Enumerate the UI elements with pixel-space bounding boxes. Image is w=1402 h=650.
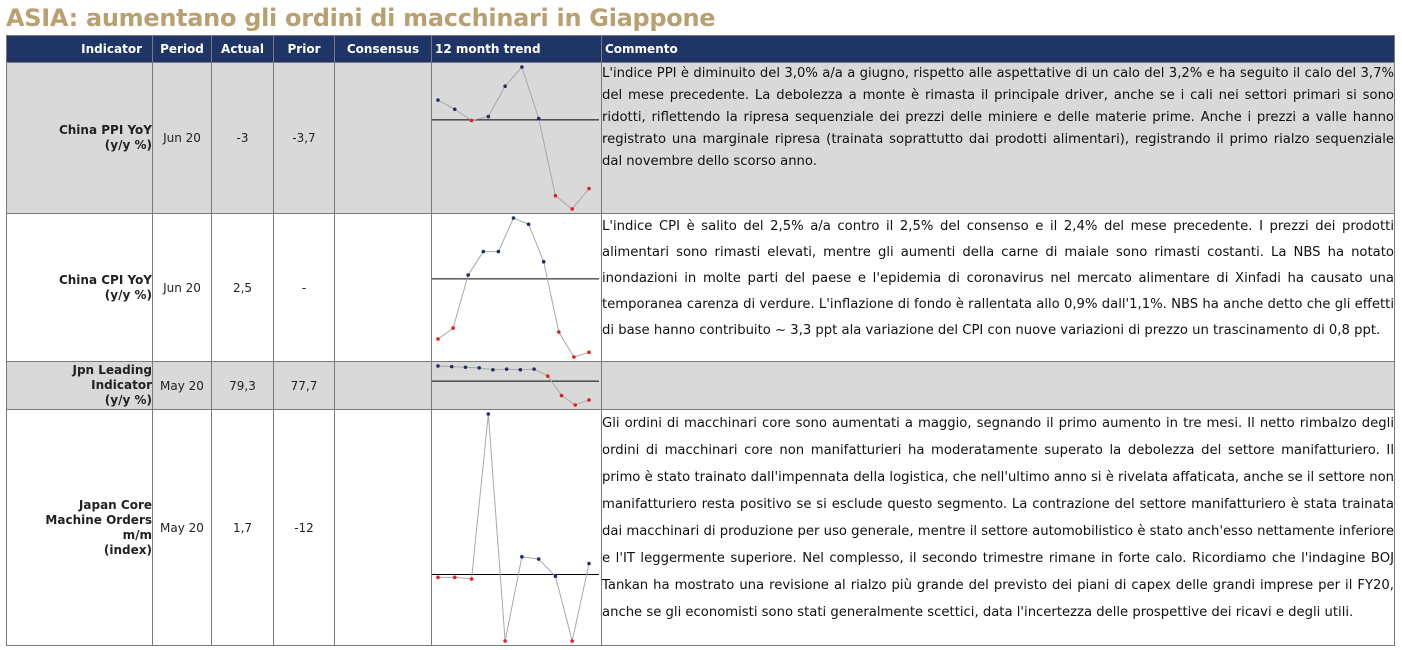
trend-cell [432, 410, 602, 646]
data-point [477, 366, 481, 370]
page-title: ASIA: aumentano gli ordini di macchinari in Giappone [6, 4, 716, 32]
data-point [482, 250, 486, 254]
prior-cell: -3,7 [274, 63, 335, 214]
indicator-name: China CPI YoY [58, 272, 152, 287]
data-point [453, 576, 457, 580]
data-point [436, 364, 440, 368]
series-line [438, 414, 589, 641]
data-point [542, 260, 546, 264]
series-line [438, 366, 589, 405]
data-point [505, 367, 509, 371]
prior-cell: - [274, 214, 335, 362]
data-point [503, 639, 507, 643]
period-cell: May 20 [153, 362, 212, 410]
actual-cell: 2,5 [212, 214, 274, 362]
data-point [532, 367, 536, 371]
indicator-unit: (y/y %) [104, 393, 152, 407]
table-row [7, 362, 1395, 410]
period-cell: May 20 [153, 410, 212, 646]
comment-cell: L'indice PPI è diminuito del 3,0% a/a a giugno, rispetto alle aspettative di un calo del 3,2% e ha seguito il calo del 3,7% del mese precedente. La debolezza a monte è rimasta il principale driver, anche se i cali nei settori primari si sono ridotti, riflettendo la ripresa sequenziale dei prezzi delle miniere e delle materie prime. Anche i prezzi a valle hanno registrato una marginale ripresa (trainata soprattutto dai prodotti alimentari), registrando il primo rialzo sequenziale dal novembre dello scorso anno. [602, 63, 1395, 214]
header-consensus: Consensus [335, 36, 432, 63]
data-point [570, 639, 574, 643]
indicator-name-2: Machine Orders [45, 512, 152, 527]
trend-sparkline [432, 63, 601, 213]
header-row [7, 36, 1395, 63]
data-point [546, 374, 550, 378]
data-point [464, 365, 468, 369]
data-point [554, 574, 558, 578]
comment-cell: Gli ordini di macchinari core sono aumentati a maggio, segnando il primo aumento in tre mesi. Il netto rimbalzo degli ordini di macchinari core non manifatturieri ha moderatamente superato la debolezza del settore manifatturiero. Il primo è stato trainato dall'impennata della logistica, che nell'ultimo anno si è rivelata affaticata, anche se il settore non manifatturiero resta positivo se si esclude questo segmento. La contrazione del settore manifatturiero è stata trainata dai macchinari di produzione per uso generale, mentre il settore automobilistico è stato anch'esso nettamente inferiore e l'IT leggermente superiore. Nel complesso, il secondo trimestre rimane in forte calo. Ricordiamo che l'indagine BOJ Tankan ha mostrato una revisione al rialzo più grande del previsto dei piani di capex delle grandi imprese per il FY20, anche se gli economisti sono stati generalmente scettici, data l'incertezza delle prospettive dei ricavi e degli utili. [602, 410, 1395, 646]
data-point [487, 115, 491, 119]
data-point [537, 117, 541, 121]
period-cell: Jun 20 [153, 214, 212, 362]
data-point [451, 326, 455, 330]
consensus-cell [335, 63, 432, 214]
indicators-table [6, 35, 1395, 646]
indicator-name: Japan Core [78, 497, 152, 512]
trend-cell [432, 214, 602, 362]
comment-cell: L'indice CPI è salito del 2,5% a/a contro il 2,5% del consenso e il 2,4% del mese precedente. I prezzi dei prodotti alimentari sono rimasti elevati, mentre gli aumenti della carne di maiale sono rimasti costanti. La NBS ha notato inondazioni in molte parti del paese e l'epidemia di coronavirus nel mercato alimentare di Xinfadi ha causato una temporanea carenza di verdure. L'inflazione di fondo è rallentata allo 0,9% dall'1,1%. NBS ha anche detto che gli effetti di base hanno contribuito ~ 3,3 ppt ala variazione del CPI con nuove variazioni di prezzo un trascinamento di 0,8 ppt. [602, 214, 1395, 362]
indicator-unit: (y/y %) [104, 287, 152, 302]
indicator-unit: (y/y %) [104, 138, 152, 152]
data-point [587, 187, 591, 191]
prior-cell: 77,7 [274, 362, 335, 410]
data-point [436, 337, 440, 341]
data-point [470, 577, 474, 581]
table-row [7, 63, 1395, 214]
indicator-name: China PPI YoY [58, 123, 152, 137]
trend-sparkline [432, 362, 601, 409]
consensus-cell [335, 214, 432, 362]
trend-cell [432, 63, 602, 214]
data-point [587, 398, 591, 402]
indicator-name: Jpn Leading [72, 363, 152, 377]
table-row [7, 214, 1395, 362]
data-point [554, 194, 558, 198]
table-row [7, 410, 1395, 646]
indicator-cell [7, 362, 153, 410]
indicator-unit-2: (index) [103, 542, 152, 557]
data-point [520, 555, 524, 559]
data-point [487, 412, 491, 416]
data-point [497, 250, 501, 254]
indicator-name-2: Indicator [91, 378, 152, 392]
data-point [450, 365, 454, 369]
header-comment: Commento [602, 36, 1395, 63]
data-point [436, 576, 440, 580]
consensus-cell [335, 410, 432, 646]
data-point [527, 222, 531, 226]
data-point [466, 273, 470, 277]
actual-cell: -3 [212, 63, 274, 214]
data-point [520, 65, 524, 69]
indicator-unit: m/m [122, 527, 152, 542]
data-point [573, 403, 577, 407]
header-period: Period [153, 36, 212, 63]
data-point [503, 84, 507, 88]
indicator-cell [7, 410, 153, 646]
data-point [537, 557, 541, 561]
header-indicator: Indicator [7, 36, 153, 63]
indicator-cell [7, 63, 153, 214]
prior-cell: -12 [274, 410, 335, 646]
data-point [512, 216, 516, 220]
series-line [438, 218, 589, 357]
trend-cell [432, 362, 602, 410]
period-cell: Jun 20 [153, 63, 212, 214]
series-line [438, 67, 589, 209]
header-prior: Prior [274, 36, 335, 63]
data-point [560, 394, 564, 398]
data-point [587, 562, 591, 566]
data-point [587, 351, 591, 355]
header-trend: 12 month trend [432, 36, 602, 63]
indicator-cell [7, 214, 153, 362]
data-point [436, 98, 440, 102]
actual-cell: 1,7 [212, 410, 274, 646]
data-point [491, 368, 495, 372]
comment-cell [602, 362, 1395, 410]
data-point [453, 107, 457, 111]
actual-cell: 79,3 [212, 362, 274, 410]
data-point [519, 368, 523, 372]
data-point [570, 207, 574, 211]
data-point [572, 355, 576, 359]
data-point [557, 330, 561, 334]
header-actual: Actual [212, 36, 274, 63]
consensus-cell [335, 362, 432, 410]
trend-sparkline [432, 214, 601, 361]
data-point [470, 119, 474, 123]
trend-sparkline [432, 410, 601, 645]
